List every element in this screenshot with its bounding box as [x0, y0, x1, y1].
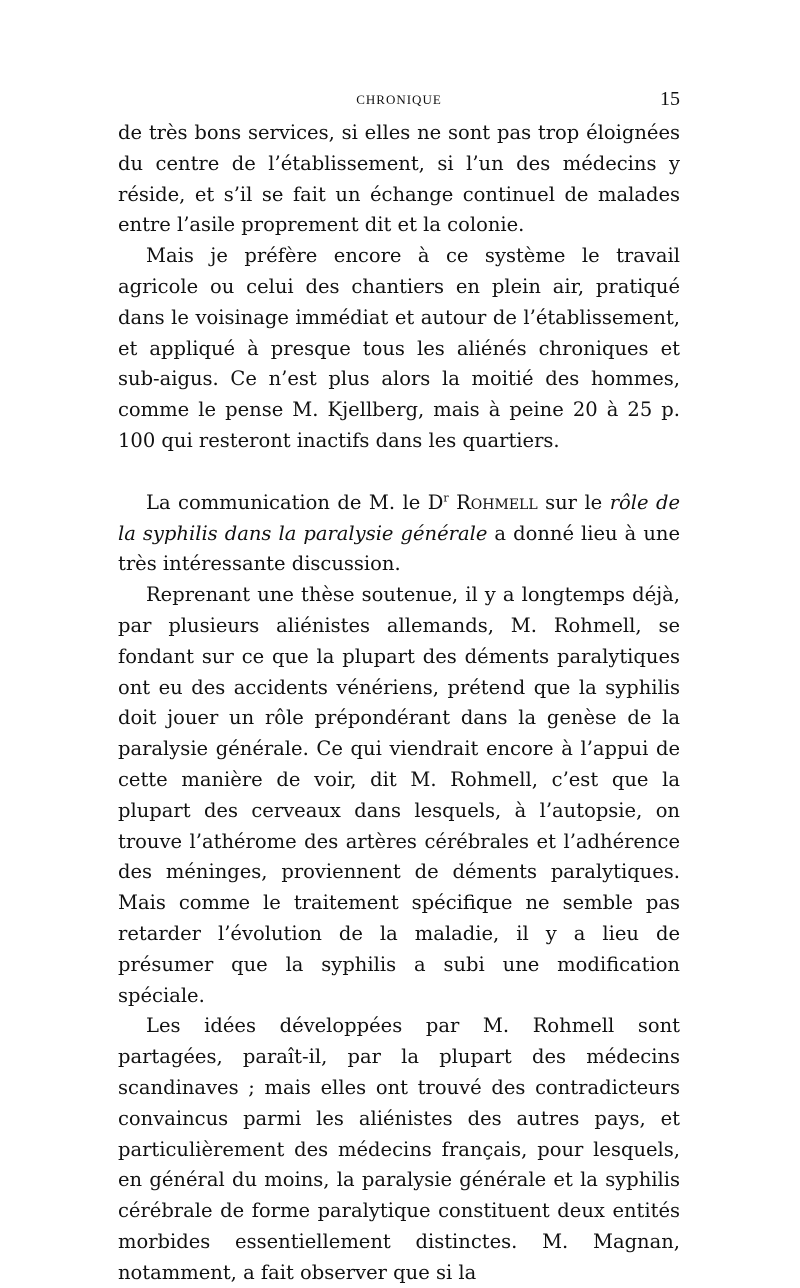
paragraph-communication: [118, 488, 680, 580]
running-title: CHRONIQUE: [356, 92, 442, 107]
paragraph-rohmell-thesis: Reprenant une thèse soutenue, il y a longtemps déjà, par plusieurs aliénistes allemands, M. Rohmell, se fondant sur ce que la plupart des déments paralytiques ont eu des accidents vénériens, prétend que la syphilis doit jouer un rôle prépondérant dans la genèse de la paralysie générale. Ce qui viendrait encore à l’appui de cette manière de voir, dit M. Rohmell, c’est que la plupart des cerveaux dans lesquels, à l’autopsie, on trouve l’athérome des artères cérébrales et l’adhérence des méninges, proviennent de déments paralytiques. Mais comme le traitement spécifique ne semble pas retarder l’évolution de la maladie, il y a lieu de présumer que la syphilis a subi une modification spéciale.: [118, 583, 680, 1007]
communication-title: rôle de la syphilis dans la paralysie générale: [118, 490, 681, 545]
running-head: [118, 88, 680, 118]
paragraph-agricultural-work: Mais je préfère encore à ce système le travail agricole ou celui des chantiers en plein air, pratiqué dans le voisinage immédiat et autour de l’établissement, et appliqué à presque tous les aliénés chroniques et sub-aigus. Ce n’est plus alors la moitié des hommes, comme le pense M. Kjellberg, mais à peine 20 à 25 p. 100 qui resteront inactifs dans les quartiers.: [118, 244, 680, 452]
doctor-superscript: r: [443, 491, 449, 505]
author-name: Rohmell: [456, 490, 538, 514]
communication-text-middle: sur le: [537, 490, 610, 514]
communication-text-end: a donné lieu à une très intéressante discussion.: [118, 521, 680, 576]
page-number: 15: [660, 88, 680, 110]
paragraph-continued: de très bons services, si elles ne sont pas trop éloignées du centre de l’établissement, si l’un des médecins y réside, et s’il se fait un échange continuel de malades entre l’asile proprement dit et la colonie.: [118, 121, 680, 237]
section-break: [118, 457, 680, 488]
paragraph-discussion: Les idées développées par M. Rohmell sont partagées, paraît-il, par la plupart des médecins scandinaves ; mais elles ont trouvé des contradicteurs convaincus parmi les aliénistes des autres pays, et particulièrement des médecins français, pour lesquels, en général du moins, la paralysie générale et la syphilis cérébrale de forme paralytique constituent deux entités morbides essentiellement distinctes. M. Magnan, notamment, a fait observer que si la: [118, 1014, 680, 1284]
book-page: [118, 88, 680, 1288]
communication-text-start: La communication de M. le D: [146, 490, 444, 514]
